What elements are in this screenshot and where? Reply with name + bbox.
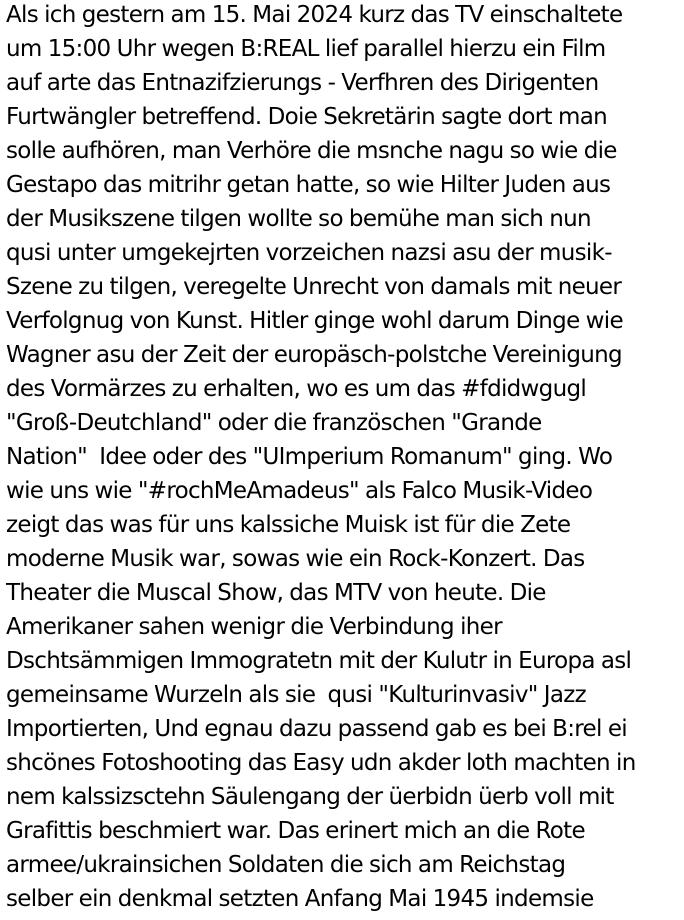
text-line: selber ein denkmal setzten Anfang Mai 1945 indemsie <box>6 886 594 912</box>
text-line: der Musikszene tilgen wollte so bemühe man sich nun <box>6 206 591 232</box>
text-line: shcönes Fotoshooting das Easy udn akder loth machten in <box>6 750 636 776</box>
text-line: nem kalssizsctehn Säulengang der üerbidn üerb voll mit <box>6 784 614 810</box>
text-line: Nation" Idee oder des "UImperium Romanum" ging. Wo <box>6 444 613 470</box>
text-line: "Groß-Deutchland" oder die französchen "Grande <box>6 410 542 436</box>
text-line: Amerikaner sahen wenigr die Verbindung iher <box>6 614 502 640</box>
text-line: solle aufhören, man Verhöre die msnche nagu so wie die <box>6 138 617 164</box>
text-line: zeigt das was für uns kalssiche Muisk ist für die Zete <box>6 512 571 538</box>
text-line: auf arte das Entnazifzierungs - Verfhren des Dirigenten <box>6 70 599 96</box>
text-line: Theater die Muscal Show, das MTV von heute. Die <box>6 580 546 606</box>
text-line: Furtwängler betreffend. Doie Sekretärin sagte dort man <box>6 104 607 130</box>
text-line: gemeinsame Wurzeln als sie qusi "Kulturinvasiv" Jazz <box>6 682 586 708</box>
text-line: moderne Musik war, sowas wie ein Rock-Konzert. Das <box>6 546 585 572</box>
text-line: qusi unter umgekejrten vorzeichen nazsi asu der musik- <box>6 240 612 266</box>
body-text <box>6 0 684 916</box>
text-line: Grafittis beschmiert war. Das erinert mich an die Rote <box>6 818 585 844</box>
text-line: Als ich gestern am 15. Mai 2024 kurz das TV einschaltete <box>6 2 623 28</box>
text-line: des Vormärzes zu erhalten, wo es um das #fdidwgugl <box>6 376 587 402</box>
text-line: armee/ukrainsichen Soldaten die sich am Reichstag <box>6 852 566 878</box>
text-line: Verfolgnug von Kunst. Hitler ginge wohl darum Dinge wie <box>6 308 623 334</box>
text-line: Gestapo das mitrihr getan hatte, so wie Hilter Juden aus <box>6 172 611 198</box>
text-line: Dschtsämmigen Immogratetn mit der Kulutr in Europa asl <box>6 648 632 674</box>
text-line: Wagner asu der Zeit der europäsch-polstche Vereinigung <box>6 342 622 368</box>
text-line: Szene zu tilgen, veregelte Unrecht von damals mit neuer <box>6 274 622 300</box>
text-line: wie uns wie "#rochMeAmadeus" als Falco Musik-Video <box>6 478 593 504</box>
text-line: um 15:00 Uhr wegen B:REAL lief parallel hierzu ein Film <box>6 36 606 62</box>
text-line: Importierten, Und egnau dazu passend gab es bei B:rel ei <box>6 716 627 742</box>
